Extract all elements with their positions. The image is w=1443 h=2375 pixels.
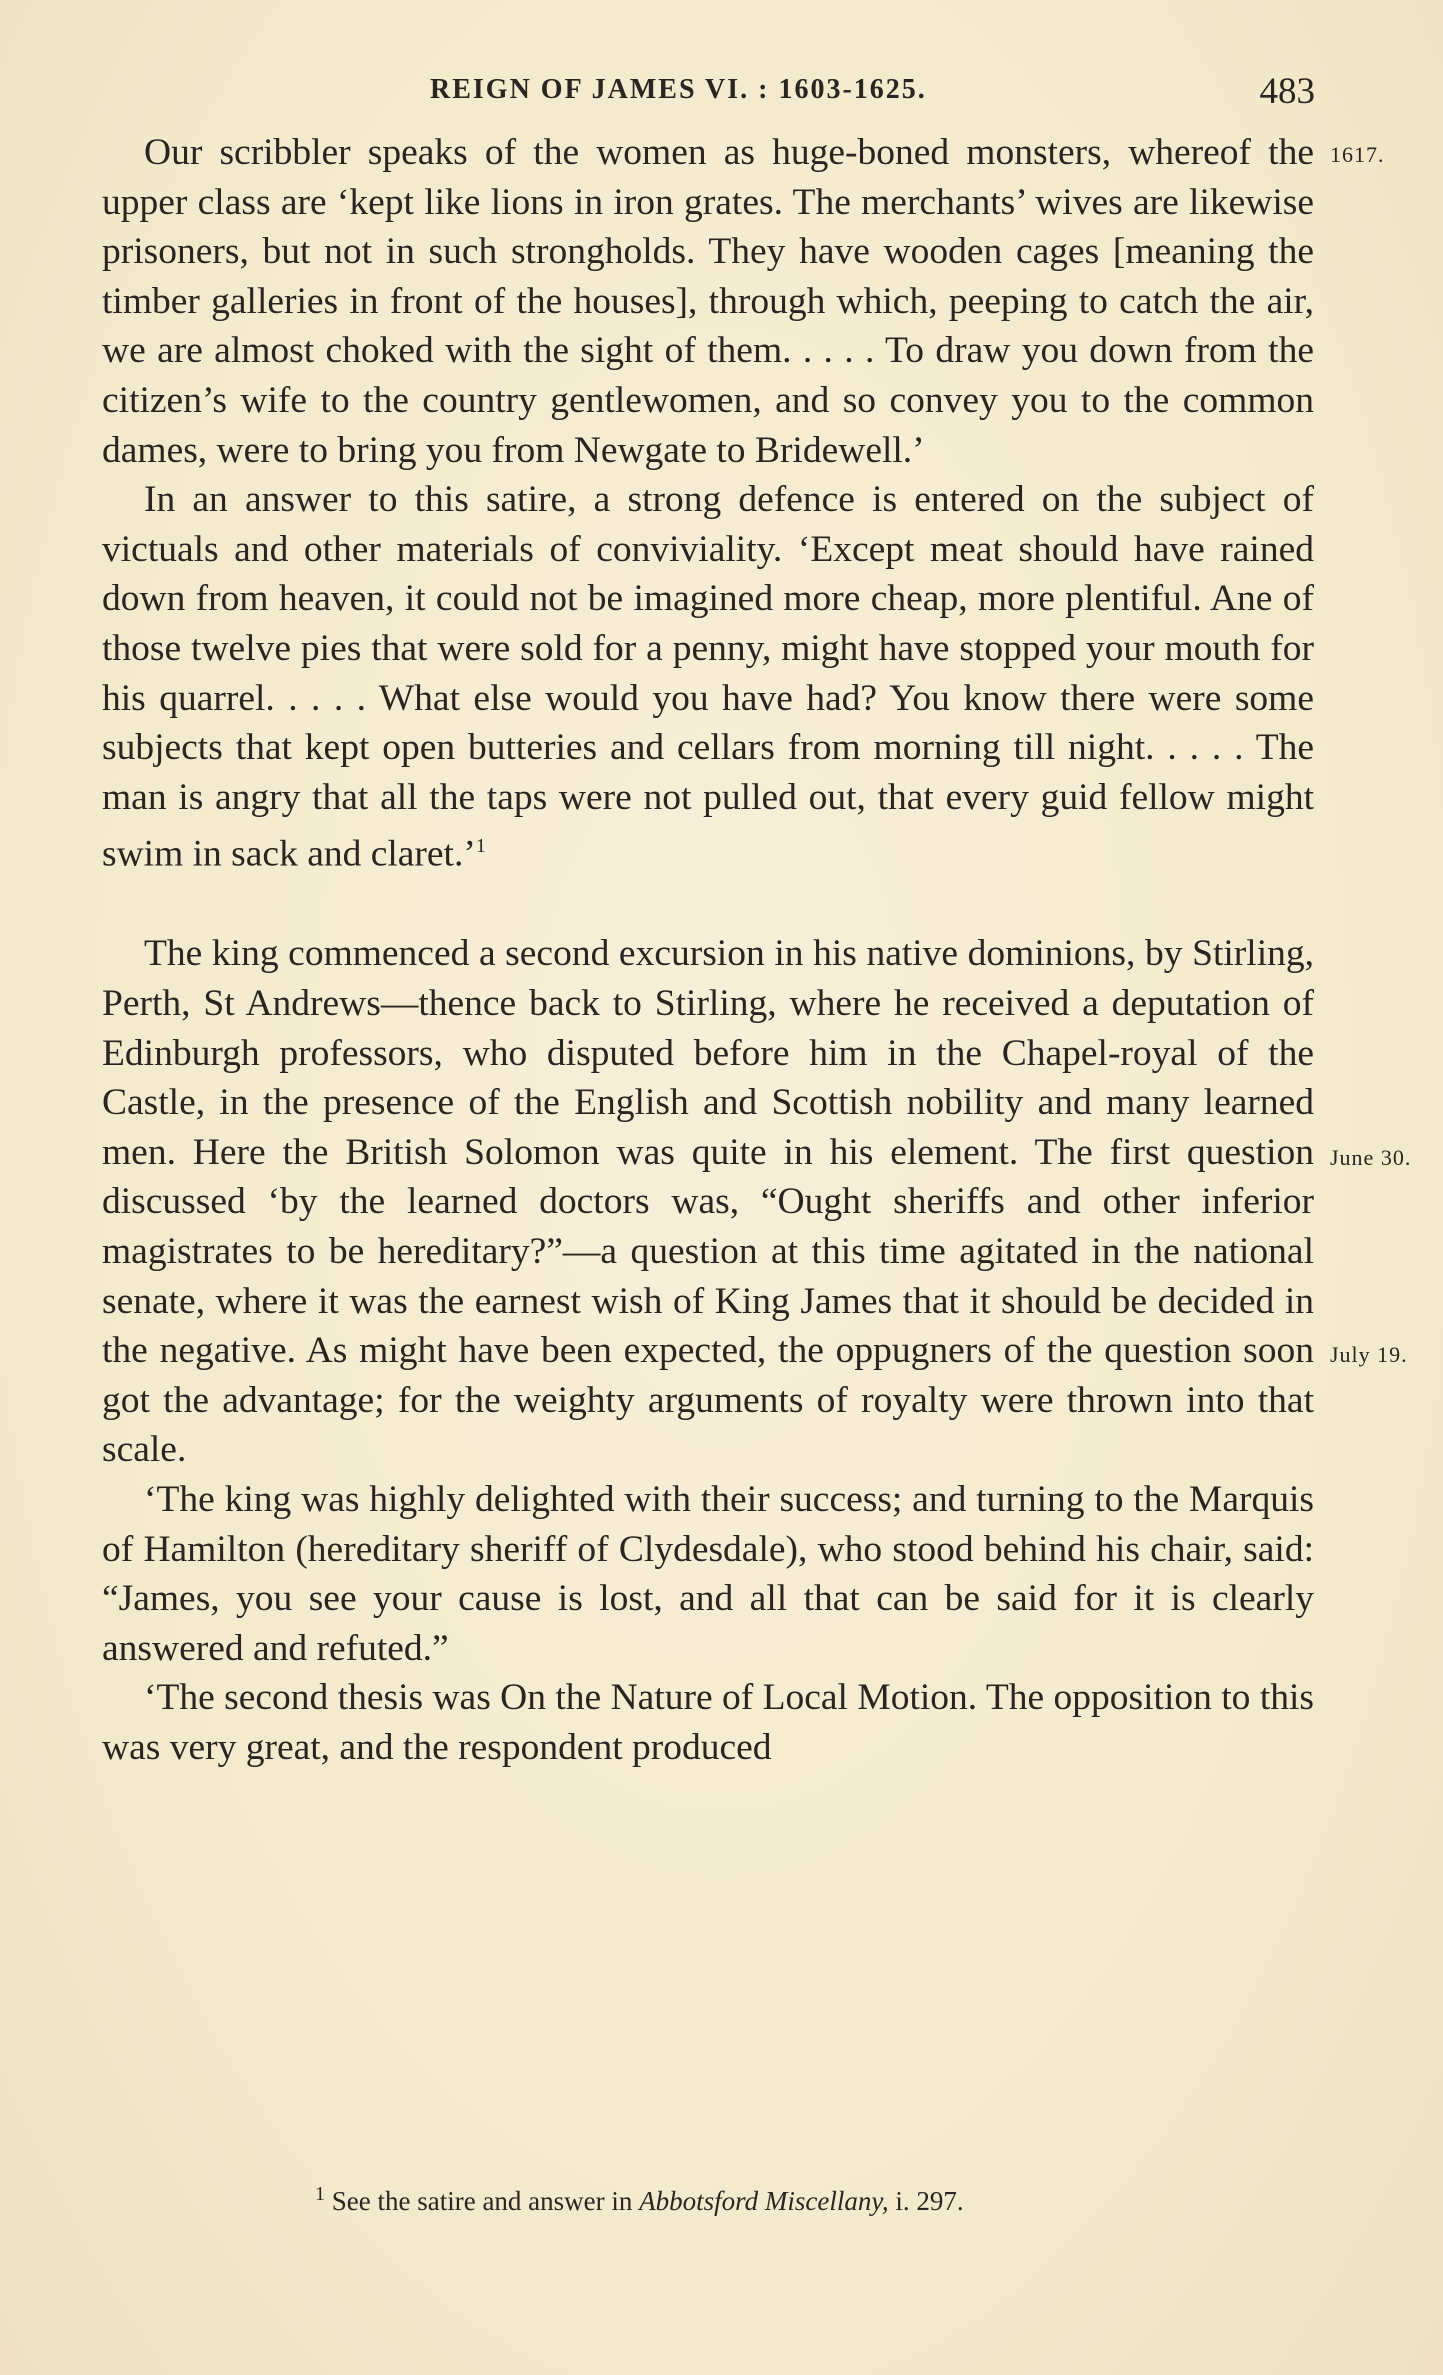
margin-note-june: June 30. [1330, 1145, 1412, 1170]
footnote [315, 2183, 964, 2217]
paragraph-excursion: The king commenced a second excursion in his native dominions, by Stirling, Perth, St Andrews—thence back to Stirling, where he received a deputation of Edinburgh professors, who disputed before him in the Chapel-royal of the Castle, in the presence of the English and Scottish nobility and many learned men. Here the British Solomon was quite in his element. The first question discussed ‘by the learned doctors was, “Ought sheriffs and other inferior magistrates to be hereditary?”—a question at this time agitated in the national senate, where it was the earnest wish of King James that it should be decided in the negative. As might have been expected, the oppugners of the question soon got the advantage; for the weighty arguments of royalty were thrown into that scale. [102, 933, 1314, 1471]
margin-note-year: 1617. [1330, 142, 1385, 167]
footnote-source-title: Abbotsford Miscellany, [639, 2186, 889, 2216]
paragraph-answer: In an answer to this satire, a strong defence is entered on the subject of victuals and other materials of conviviality. ‘Except meat should have rained down from heaven, it could not be imagined more cheap, more plentiful. Ane of those twelve pies that were sold for a penny, might have stopped your mouth for his quarrel. . . . . What else would you have had? You know there were some subjects that kept open butteries and cellars from morning till night. . . . . The man is angry that all the taps were not pulled out, that every guid fellow might swim in sack and claret.’$^1$ [102, 479, 1314, 875]
paragraph-king-delighted: ‘The king was highly delighted with their success; and turning to the Marquis of Hamilton (hereditary sheriff of Clydesdale), who stood behind his chair, said: “James, you see your cause is lost, and all that can be said for it is clearly answered and refuted.” [102, 1478, 1314, 1669]
footnote-reference[interactable]: 1 [475, 835, 486, 858]
body-text [102, 128, 1314, 1773]
footnote-number: 1 [315, 2183, 325, 2205]
footnote-prefix: See the satire and answer in [331, 2186, 633, 2216]
page-number: 483 [1259, 71, 1315, 112]
paragraph-satire: Our scribbler speaks of the women as huge-boned monsters, whereof the upper class are ‘kept like lions in iron grates. The merchants’ wives are likewise prisoners, but not in such strongholds. They have wooden cages [meaning the timber galleries in front of the houses], through which, peeping to catch the air, we are almost choked with the sight of them. . . . . To draw you down from the citizen’s wife to the country gentlewomen, and so convey you to the common dames, were to bring you from Newgate to Bridewell.’ [102, 132, 1314, 471]
margin-note-july: July 19. [1330, 1342, 1408, 1367]
paragraph-second-thesis: ‘The second thesis was On the Nature of Local Motion. The opposition to this was very great, and the respondent produced [102, 1677, 1314, 1768]
running-head [100, 66, 1315, 116]
section-gap [102, 879, 1314, 929]
footnote-suffix: i. 297. [895, 2186, 964, 2216]
running-title: REIGN OF JAMES VI. : 1603-1625. [430, 74, 927, 105]
